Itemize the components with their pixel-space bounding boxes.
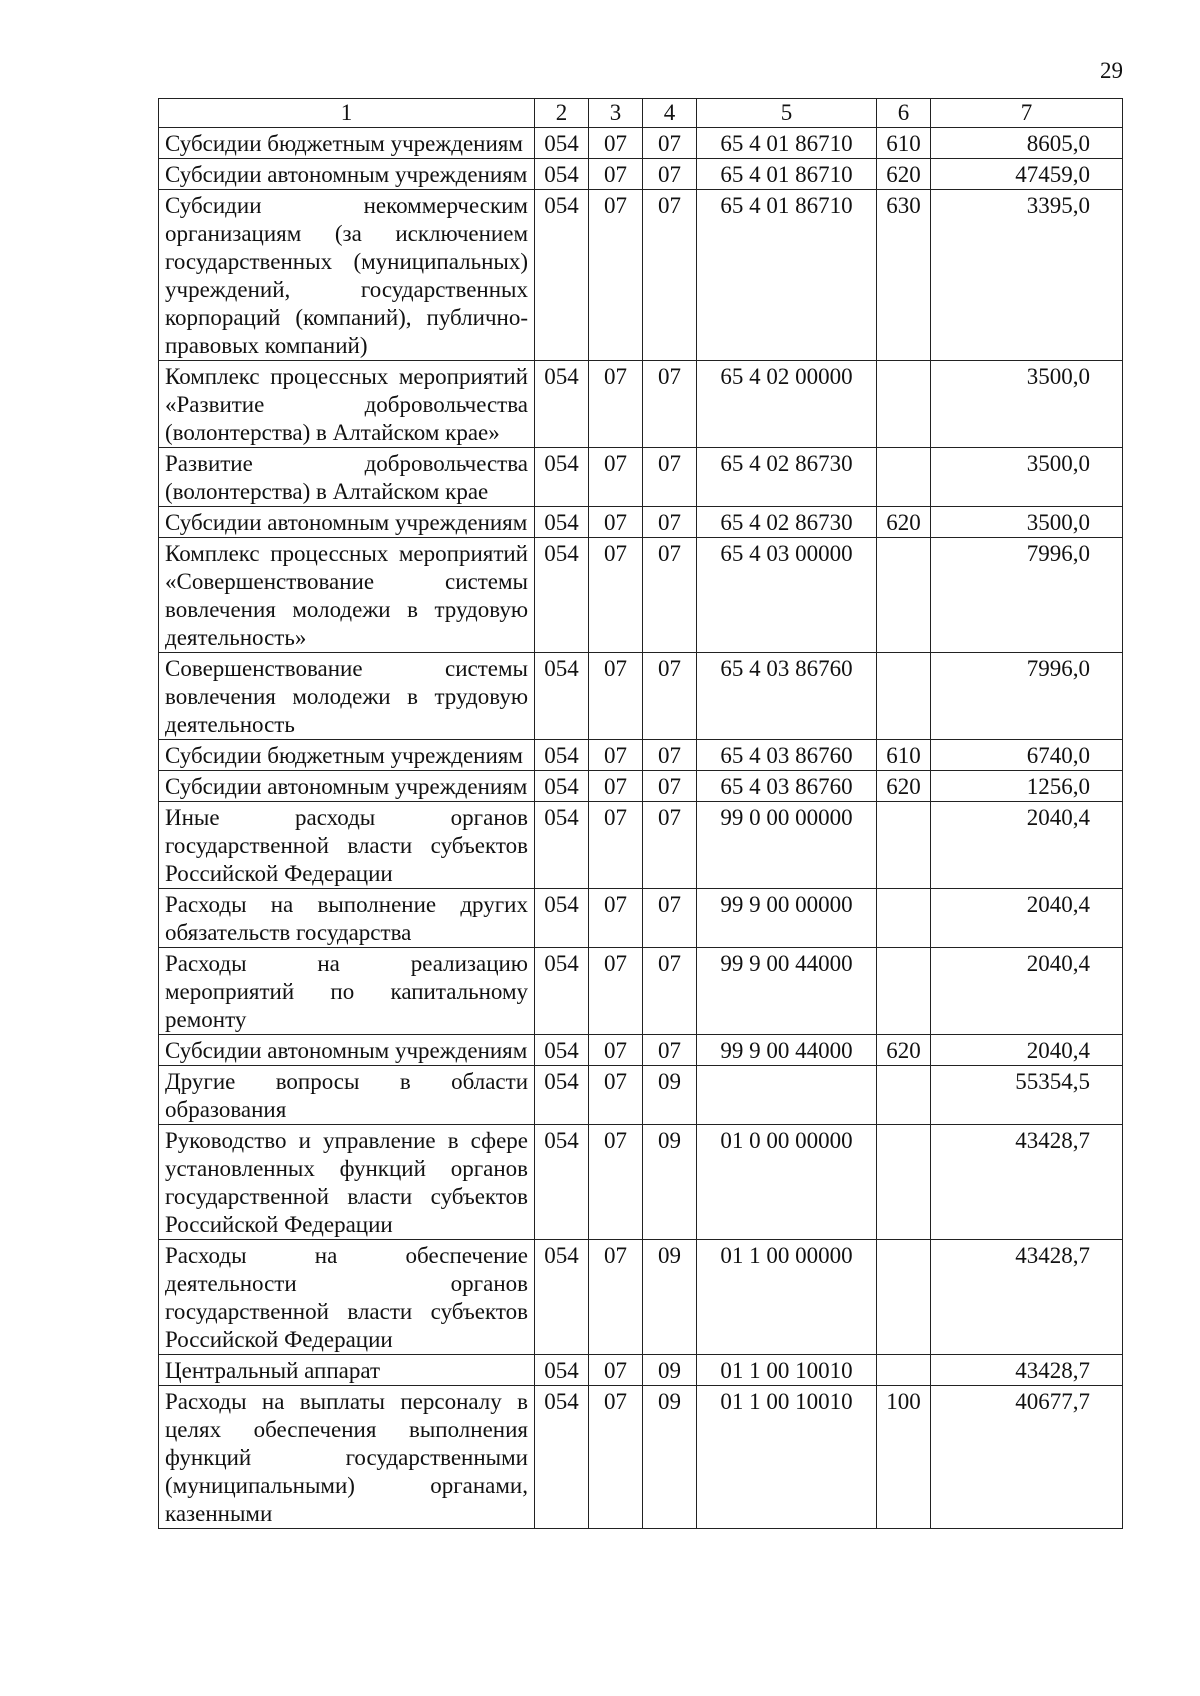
line-item-name: Расходы на обеспечение деятельности органов государственной власти субъектов Российской Федерации	[159, 1240, 535, 1355]
amount-value: 43428,7	[931, 1125, 1123, 1240]
target-article-code: 01 0 00 00000	[697, 1125, 877, 1240]
table-row	[159, 1125, 1123, 1240]
section-code: 07	[589, 771, 643, 802]
section-code: 07	[589, 1035, 643, 1066]
subsection-code: 07	[643, 653, 697, 740]
line-item-name: Центральный аппарат	[159, 1355, 535, 1386]
expense-type-code	[877, 1125, 931, 1240]
table-row	[159, 448, 1123, 507]
expense-type-code: 620	[877, 771, 931, 802]
amount-value: 6740,0	[931, 740, 1123, 771]
section-code: 07	[589, 1125, 643, 1240]
ministry-code: 054	[535, 1125, 589, 1240]
expense-type-code	[877, 948, 931, 1035]
column-header: 1	[159, 99, 535, 128]
expense-type-code	[877, 1066, 931, 1125]
target-article-code: 65 4 03 86760	[697, 653, 877, 740]
target-article-code: 65 4 01 86710	[697, 128, 877, 159]
section-code: 07	[589, 361, 643, 448]
subsection-code: 07	[643, 190, 697, 361]
table-row	[159, 538, 1123, 653]
expense-type-code	[877, 448, 931, 507]
line-item-name: Другие вопросы в области образования	[159, 1066, 535, 1125]
table-row	[159, 507, 1123, 538]
amount-value: 40677,7	[931, 1386, 1123, 1529]
ministry-code: 054	[535, 771, 589, 802]
table-row	[159, 1035, 1123, 1066]
target-article-code: 99 9 00 00000	[697, 889, 877, 948]
line-item-name: Субсидии автономным учреждениям	[159, 159, 535, 190]
target-article-code: 65 4 01 86710	[697, 159, 877, 190]
line-item-name: Субсидии бюджетным учреждениям	[159, 128, 535, 159]
subsection-code: 07	[643, 538, 697, 653]
table-row	[159, 190, 1123, 361]
ministry-code: 054	[535, 948, 589, 1035]
line-item-name: Расходы на выплаты персоналу в целях обеспечения выполнения функций государственными (муниципальными) органами, казенными	[159, 1386, 535, 1529]
subsection-code: 07	[643, 740, 697, 771]
target-article-code: 65 4 03 00000	[697, 538, 877, 653]
section-code: 07	[589, 1355, 643, 1386]
amount-value: 2040,4	[931, 948, 1123, 1035]
column-header: 5	[697, 99, 877, 128]
ministry-code: 054	[535, 1355, 589, 1386]
ministry-code: 054	[535, 1035, 589, 1066]
column-header: 7	[931, 99, 1123, 128]
line-item-name: Субсидии бюджетным учреждениям	[159, 740, 535, 771]
subsection-code: 07	[643, 448, 697, 507]
amount-value: 3500,0	[931, 448, 1123, 507]
section-code: 07	[589, 802, 643, 889]
target-article-code: 65 4 02 00000	[697, 361, 877, 448]
expense-type-code	[877, 1240, 931, 1355]
column-header: 4	[643, 99, 697, 128]
subsection-code: 09	[643, 1386, 697, 1529]
column-header: 2	[535, 99, 589, 128]
expense-type-code	[877, 361, 931, 448]
subsection-code: 09	[643, 1240, 697, 1355]
ministry-code: 054	[535, 361, 589, 448]
line-item-name: Комплекс процессных мероприятий «Развитие добровольчества (волонтерства) в Алтайском крае»	[159, 361, 535, 448]
ministry-code: 054	[535, 190, 589, 361]
expense-type-code: 610	[877, 740, 931, 771]
table-row	[159, 1066, 1123, 1125]
table-row	[159, 948, 1123, 1035]
ministry-code: 054	[535, 128, 589, 159]
line-item-name: Субсидии автономным учреждениям	[159, 507, 535, 538]
subsection-code: 09	[643, 1125, 697, 1240]
line-item-name: Комплекс процессных мероприятий «Совершенствование системы вовлечения молодежи в трудовую деятельность»	[159, 538, 535, 653]
ministry-code: 054	[535, 159, 589, 190]
table-row	[159, 802, 1123, 889]
amount-value: 47459,0	[931, 159, 1123, 190]
table-row	[159, 1355, 1123, 1386]
section-code: 07	[589, 1386, 643, 1529]
target-article-code: 65 4 03 86760	[697, 771, 877, 802]
target-article-code: 01 1 00 00000	[697, 1240, 877, 1355]
target-article-code: 65 4 02 86730	[697, 448, 877, 507]
section-code: 07	[589, 653, 643, 740]
expense-type-code	[877, 802, 931, 889]
subsection-code: 07	[643, 802, 697, 889]
ministry-code: 054	[535, 507, 589, 538]
expense-type-code: 630	[877, 190, 931, 361]
section-code: 07	[589, 1066, 643, 1125]
table-row	[159, 159, 1123, 190]
line-item-name: Руководство и управление в сфере установленных функций органов государственной власти субъектов Российской Федерации	[159, 1125, 535, 1240]
expense-type-code	[877, 889, 931, 948]
subsection-code: 07	[643, 361, 697, 448]
amount-value: 2040,4	[931, 802, 1123, 889]
column-header: 6	[877, 99, 931, 128]
line-item-name: Совершенствование системы вовлечения молодежи в трудовую деятельность	[159, 653, 535, 740]
subsection-code: 09	[643, 1066, 697, 1125]
amount-value: 43428,7	[931, 1240, 1123, 1355]
target-article-code: 01 1 00 10010	[697, 1386, 877, 1529]
ministry-code: 054	[535, 1066, 589, 1125]
target-article-code: 65 4 01 86710	[697, 190, 877, 361]
amount-value: 3500,0	[931, 361, 1123, 448]
ministry-code: 054	[535, 653, 589, 740]
column-header: 3	[589, 99, 643, 128]
expense-type-code: 610	[877, 128, 931, 159]
page-number: 29	[1100, 58, 1123, 83]
amount-value: 3500,0	[931, 507, 1123, 538]
line-item-name: Субсидии автономным учреждениям	[159, 1035, 535, 1066]
target-article-code: 01 1 00 10010	[697, 1355, 877, 1386]
target-article-code: 65 4 02 86730	[697, 507, 877, 538]
subsection-code: 07	[643, 159, 697, 190]
table-row	[159, 1386, 1123, 1529]
section-code: 07	[589, 740, 643, 771]
amount-value: 3395,0	[931, 190, 1123, 361]
amount-value: 43428,7	[931, 1355, 1123, 1386]
ministry-code: 054	[535, 538, 589, 653]
table-row	[159, 1240, 1123, 1355]
target-article-code	[697, 1066, 877, 1125]
section-code: 07	[589, 948, 643, 1035]
expense-type-code: 100	[877, 1386, 931, 1529]
table-row	[159, 653, 1123, 740]
table-row	[159, 128, 1123, 159]
ministry-code: 054	[535, 740, 589, 771]
expense-type-code	[877, 538, 931, 653]
line-item-name: Расходы на реализацию мероприятий по капитальному ремонту	[159, 948, 535, 1035]
table-row	[159, 771, 1123, 802]
subsection-code: 07	[643, 507, 697, 538]
expense-type-code	[877, 1355, 931, 1386]
subsection-code: 07	[643, 889, 697, 948]
budget-table	[158, 98, 1123, 1529]
section-code: 07	[589, 1240, 643, 1355]
section-code: 07	[589, 448, 643, 507]
expense-type-code: 620	[877, 1035, 931, 1066]
section-code: 07	[589, 889, 643, 948]
section-code: 07	[589, 538, 643, 653]
ministry-code: 054	[535, 802, 589, 889]
target-article-code: 99 0 00 00000	[697, 802, 877, 889]
subsection-code: 07	[643, 128, 697, 159]
section-code: 07	[589, 159, 643, 190]
subsection-code: 07	[643, 771, 697, 802]
line-item-name: Субсидии автономным учреждениям	[159, 771, 535, 802]
ministry-code: 054	[535, 1386, 589, 1529]
amount-value: 7996,0	[931, 653, 1123, 740]
table-row	[159, 889, 1123, 948]
section-code: 07	[589, 128, 643, 159]
amount-value: 1256,0	[931, 771, 1123, 802]
line-item-name: Расходы на выполнение других обязательств государства	[159, 889, 535, 948]
ministry-code: 054	[535, 889, 589, 948]
table-row	[159, 740, 1123, 771]
target-article-code: 65 4 03 86760	[697, 740, 877, 771]
line-item-name: Иные расходы органов государственной власти субъектов Российской Федерации	[159, 802, 535, 889]
expense-type-code: 620	[877, 159, 931, 190]
line-item-name: Развитие добровольчества (волонтерства) в Алтайском крае	[159, 448, 535, 507]
subsection-code: 07	[643, 1035, 697, 1066]
section-code: 07	[589, 507, 643, 538]
ministry-code: 054	[535, 1240, 589, 1355]
amount-value: 2040,4	[931, 889, 1123, 948]
subsection-code: 07	[643, 948, 697, 1035]
amount-value: 7996,0	[931, 538, 1123, 653]
amount-value: 2040,4	[931, 1035, 1123, 1066]
amount-value: 55354,5	[931, 1066, 1123, 1125]
target-article-code: 99 9 00 44000	[697, 1035, 877, 1066]
target-article-code: 99 9 00 44000	[697, 948, 877, 1035]
amount-value: 8605,0	[931, 128, 1123, 159]
section-code: 07	[589, 190, 643, 361]
expense-type-code: 620	[877, 507, 931, 538]
header-row	[159, 99, 1123, 128]
expense-type-code	[877, 653, 931, 740]
line-item-name: Субсидии некоммерческим организациям (за исключением государственных (муниципальных) учреждений, государственных корпораций (компаний), публично-правовых компаний)	[159, 190, 535, 361]
table-row	[159, 361, 1123, 448]
ministry-code: 054	[535, 448, 589, 507]
subsection-code: 09	[643, 1355, 697, 1386]
